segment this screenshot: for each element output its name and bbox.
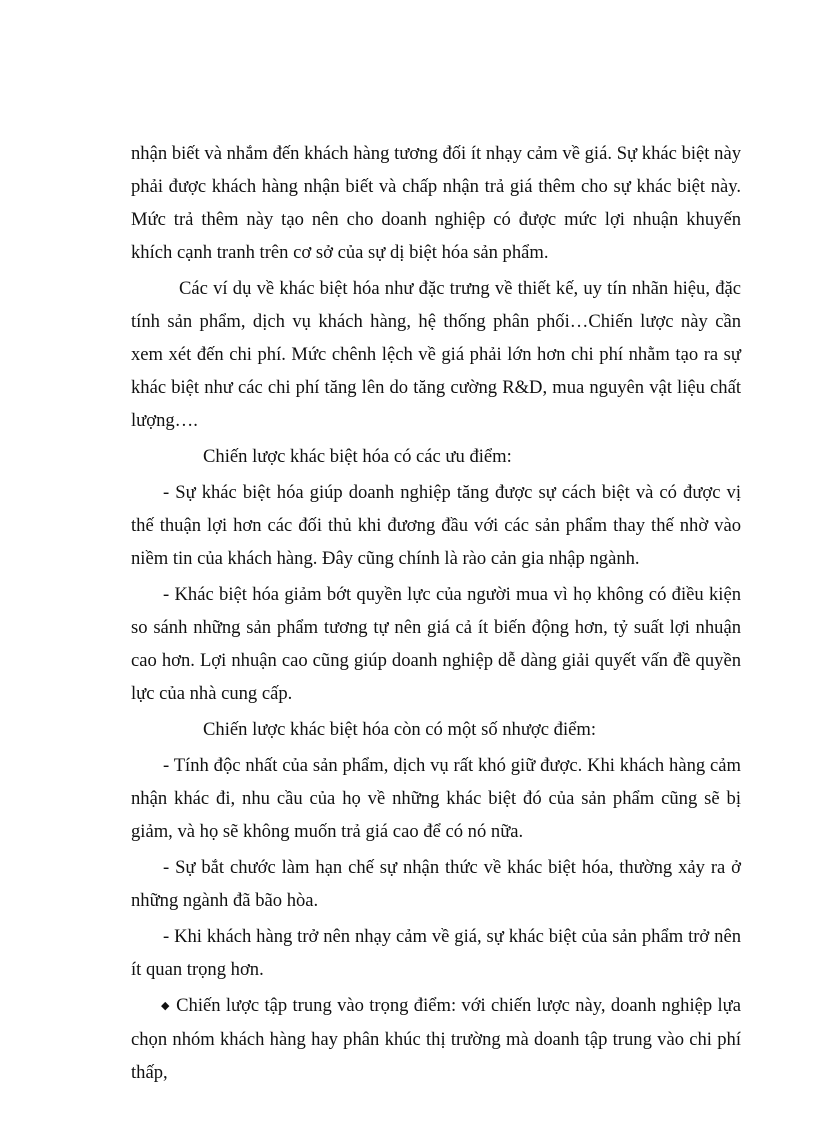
focus-strategy-text: Chiến lược tập trung vào trọng điểm: với chiến lược này, doanh nghiệp lựa chọn nhóm khách hàng hay phân khúc thị trường mà doanh tập trung vào chi phí thấp, [131,995,741,1083]
disadvantage-item-1: - Tính độc nhất của sản phẩm, dịch vụ rất khó giữ được. Khi khách hàng cảm nhận khác đi, nhu cầu của họ về những khác biệt đó của sản phẩm cũng sẽ bị giảm, và họ sẽ không muốn trả giá cao để có nó nữa. [131,755,741,842]
disadvantage-item-3: - Khi khách hàng trở nên nhạy cảm về giá, sự khác biệt của sản phẩm trở nên ít quan trọng hơn. [131,926,741,980]
advantage-item-2: - Khác biệt hóa giảm bớt quyền lực của người mua vì họ không có điều kiện so sánh những sản phẩm tương tự nên giá cả ít biến động hơn, tỷ suất lợi nhuận cao hơn. Lợi nhuận cao cũng giúp doanh nghiệp dễ dàng giải quyết vấn đề quyền lực của nhà cung cấp. [131,584,741,704]
paragraph-intro-continuation: nhận biết và nhắm đến khách hàng tương đối ít nhạy cảm về giá. Sự khác biệt này phải được khách hàng nhận biết và chấp nhận trả giá thêm cho sự khác biệt này. Mức trả thêm này tạo nên cho doanh nghiệp có được mức lợi nhuận khuyến khích cạnh tranh trên cơ sở của sự dị biệt hóa sản phẩm. [131,143,741,263]
paragraph-focus-strategy [131,989,741,1089]
disadvantage-item-2: - Sự bắt chước làm hạn chế sự nhận thức về khác biệt hóa, thường xảy ra ở những ngành đã bão hòa. [131,857,741,911]
diamond-bullet-icon: ◆ [161,1000,171,1012]
disadvantages-heading: Chiến lược khác biệt hóa còn có một số nhược điểm: [203,719,597,740]
advantage-item-1: - Sự khác biệt hóa giúp doanh nghiệp tăng được sự cách biệt và có được vị thế thuận lợi hơn các đối thủ khi đương đầu với các sản phẩm thay thế nhờ vào niềm tin của khách hàng. Đây cũng chính là rào cản gia nhập ngành. [131,482,741,569]
advantages-heading: Chiến lược khác biệt hóa có các ưu điểm: [203,446,512,467]
document-body [131,137,741,1092]
paragraph-examples: Các ví dụ về khác biệt hóa như đặc trưng về thiết kế, uy tín nhãn hiệu, đặc tính sản phẩm, dịch vụ khách hàng, hệ thống phân phối…Chiến lược này cần xem xét đến chi phí. Mức chênh lệch về giá phải lớn hơn chi phí nhằm tạo ra sự khác biệt như các chi phí tăng lên do tăng cường R&D, mua nguyên vật liệu chất lượng…. [131,278,741,431]
